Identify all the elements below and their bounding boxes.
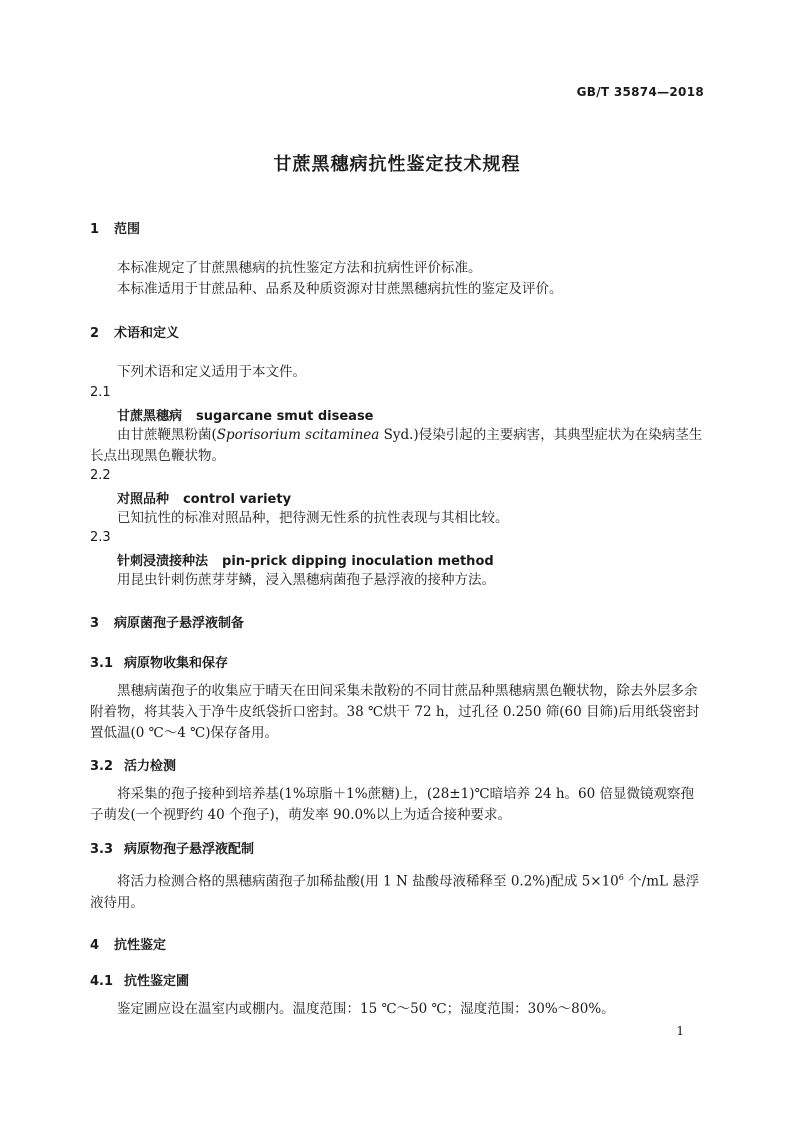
term-2-1	[117, 405, 374, 424]
subsection-number: 3.2	[90, 759, 114, 774]
section-4-heading	[90, 934, 166, 953]
section-number: 4	[90, 938, 100, 953]
section-2-heading	[90, 322, 179, 341]
term-en: control variety	[183, 492, 292, 507]
term-cn: 对照品种	[117, 492, 170, 507]
term-2-2-definition: 已知抗性的标准对照品种，把待测无性系的抗性表现与其相比较。	[117, 510, 509, 526]
subsection-title: 抗性鉴定圃	[124, 974, 190, 989]
subsection-3-1-paragraph: 黑穗病菌孢子的收集应于晴天在田间采集未散粉的不同甘蔗品种黑穗病黑色鞭状物，除去外层多余附着物，将其装入于净牛皮纸袋折口密封。38 ℃烘干 72 h，过孔径 0.250 筛(60 目筛)后用纸袋密封置低温(0 ℃～4 ℃)保存备用。	[90, 683, 700, 741]
term-2-2	[117, 488, 291, 507]
term-2-2-id: 2.2	[90, 468, 111, 483]
section-title: 术语和定义	[114, 326, 180, 341]
section-3-heading	[90, 612, 244, 631]
term-2-3-id: 2.3	[90, 530, 111, 545]
section-title: 范围	[114, 222, 141, 237]
subsection-3-1-heading	[90, 652, 228, 671]
paragraph-text: 个/mL 悬浮液待用。	[90, 873, 700, 911]
subsection-3-2-paragraph: 将采集的孢子接种到培养基(1%琼脂＋1%蔗糖)上，(28±1)℃暗培养 24 h。60 倍显微镜观察孢子萌发(一个视野约 40 个孢子)，萌发率 90.0%以上为适合接种要求。	[90, 786, 695, 823]
term-en: sugarcane smut disease	[196, 409, 374, 424]
subsection-3-3-paragraph	[90, 867, 704, 914]
term-cn: 针刺浸渍接种法	[117, 554, 209, 569]
definition-text: Syd.)侵染引起的主要病害，其典型症状为在染病茎生长点出现黑色鞭状物。	[90, 427, 703, 464]
term-2-1-definition	[90, 425, 704, 467]
section-1-paragraph-2: 本标准适用于甘蔗品种、品系及种质资源对甘蔗黑穗病抗性的鉴定及评价。	[117, 281, 563, 297]
section-title: 抗性鉴定	[114, 938, 167, 953]
definition-text: 由甘蔗鞭黑粉菌(	[117, 427, 217, 443]
paragraph-text: 将活力检测合格的黑穗病菌孢子加稀盐酸(用 1 N 盐酸母液稀释至 0.2%)配成 5×10	[117, 873, 619, 890]
page-number: 1	[676, 1024, 684, 1038]
term-2-3	[117, 550, 494, 569]
subsection-4-1-paragraph: 鉴定圃应设在温室内或棚内。温度范围：15 ℃～50 ℃；湿度范围：30%～80%。	[117, 1001, 615, 1017]
term-2-3-definition: 用昆虫针刺伤蔗芽芽鳞，浸入黑穗病菌孢子悬浮液的接种方法。	[117, 572, 495, 588]
section-1-heading	[90, 218, 140, 237]
subsection-title: 病原物孢子悬浮液配制	[124, 842, 255, 857]
subsection-number: 3.3	[90, 842, 114, 857]
section-1-paragraph-1: 本标准规定了甘蔗黑穗病的抗性鉴定方法和抗病性评价标准。	[117, 260, 482, 276]
term-cn: 甘蔗黑穗病	[117, 409, 183, 424]
subsection-3-2-heading	[90, 755, 176, 774]
document-code: GB/T 35874—2018	[576, 85, 704, 99]
section-number: 2	[90, 326, 100, 341]
term-2-1-id: 2.1	[90, 385, 111, 400]
species-name: Sporisorium scitaminea	[216, 427, 380, 443]
section-number: 1	[90, 222, 100, 237]
subsection-3-3-heading	[90, 838, 254, 857]
subsection-4-1-heading	[90, 970, 189, 989]
subsection-title: 病原物收集和保存	[124, 656, 229, 671]
term-en: pin-prick dipping inoculation method	[222, 554, 494, 569]
section-number: 3	[90, 616, 100, 631]
subsection-number: 3.1	[90, 656, 114, 671]
page-title: 甘蔗黑穗病抗性鉴定技术规程	[273, 154, 521, 175]
subsection-title: 活力检测	[124, 759, 177, 774]
section-2-intro: 下列术语和定义适用于本文件。	[117, 364, 306, 380]
exponent: 6	[618, 873, 624, 882]
subsection-number: 4.1	[90, 974, 114, 989]
section-title: 病原菌孢子悬浮液制备	[114, 616, 245, 631]
